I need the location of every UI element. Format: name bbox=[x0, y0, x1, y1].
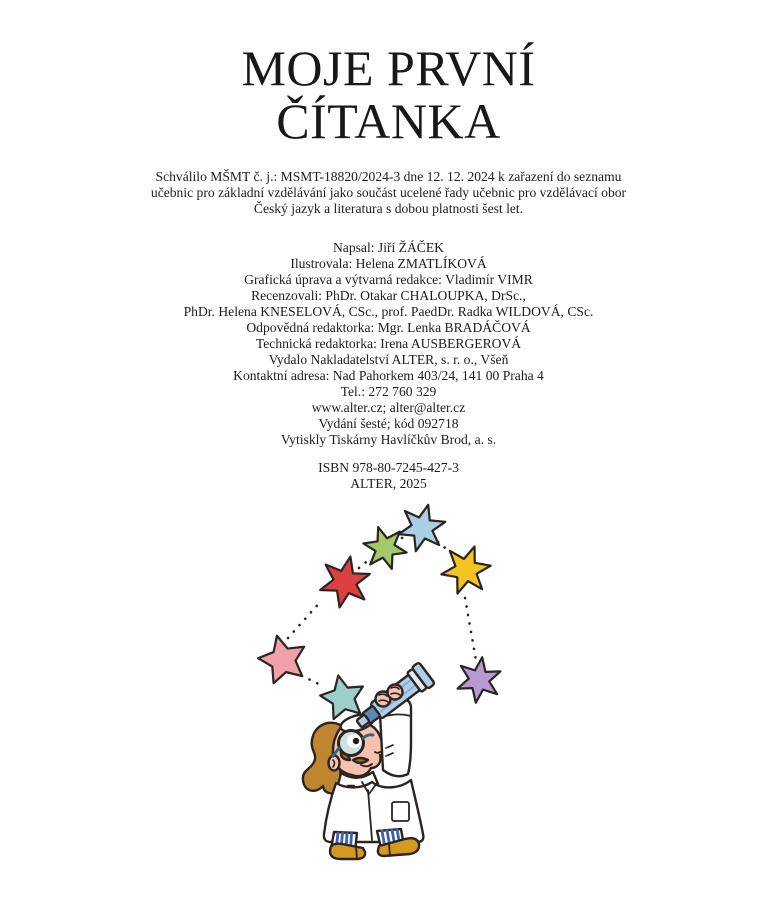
book-title bbox=[0, 0, 777, 148]
pupil bbox=[353, 738, 359, 744]
credit-graphic-design: Grafická úprava a výtvarná redakce: Vladimír VIMR bbox=[244, 272, 533, 287]
credit-contact-address: Kontaktní adresa: Nad Pahorkem 403/24, 141 00 Praha 4 bbox=[233, 368, 544, 383]
credit-editor: Odpovědná redaktorka: Mgr. Lenka BRADÁČOVÁ bbox=[246, 320, 531, 335]
credits-block bbox=[0, 240, 777, 448]
credit-publisher: Vydalo Nakladatelství ALTER, s. r. o., Všeň bbox=[268, 352, 509, 367]
astronomer-figure bbox=[303, 662, 435, 859]
approval-line: Schválilo MŠMT č. j.: MSMT-18820/2024-3 dne 12. 12. 2024 k zařazení do seznamu bbox=[155, 169, 622, 184]
credit-edition-code: Vydání šesté; kód 092718 bbox=[318, 416, 459, 431]
approval-line: učebnic pro základní vzdělávání jako součást ucelené řady učebnic pro vzdělávací obor bbox=[150, 185, 627, 200]
credit-reviewers-2: PhDr. Helena KNESELOVÁ, CSc., prof. PaedDr. Radka WILDOVÁ, CSc. bbox=[183, 304, 594, 319]
purple-star-icon bbox=[456, 654, 502, 705]
red-star-icon bbox=[317, 552, 372, 612]
mustache bbox=[353, 758, 368, 763]
credit-technical-editor: Technická redaktorka: Irena AUSBERGEROVÁ bbox=[255, 336, 522, 351]
isbn: ISBN 978-80-7245-427-3 bbox=[318, 460, 459, 475]
book-title-line2: ČÍTANKA bbox=[276, 93, 501, 149]
teal-star-icon bbox=[317, 671, 368, 721]
book-title-line1: MOJE PRVNÍ bbox=[241, 40, 536, 96]
light-blue-star-icon bbox=[396, 502, 449, 557]
credit-reviewers-1: Recenzovali: PhDr. Otakar CHALOUPKA, DrSc., bbox=[251, 288, 526, 303]
green-star-icon bbox=[360, 521, 410, 575]
astronomer-illustration bbox=[230, 502, 550, 892]
credit-phone: Tel.: 272 760 329 bbox=[340, 384, 437, 399]
imprint-block bbox=[0, 460, 777, 492]
publisher-year: ALTER, 2025 bbox=[350, 476, 427, 491]
credit-author: Napsal: Jiří ŽÁČEK bbox=[332, 240, 444, 255]
pink-star-icon bbox=[254, 630, 311, 685]
approval-paragraph bbox=[0, 169, 777, 217]
credit-illustrator: Ilustrovala: Helena ZMATLÍKOVÁ bbox=[290, 256, 487, 271]
credit-web-email: www.alter.cz; alter@alter.cz bbox=[311, 400, 466, 415]
approval-line: Český jazyk a literatura s dobou platnosti šest let. bbox=[253, 201, 524, 216]
credit-printer: Vytiskly Tiskárny Havlíčkův Brod, a. s. bbox=[280, 432, 497, 447]
